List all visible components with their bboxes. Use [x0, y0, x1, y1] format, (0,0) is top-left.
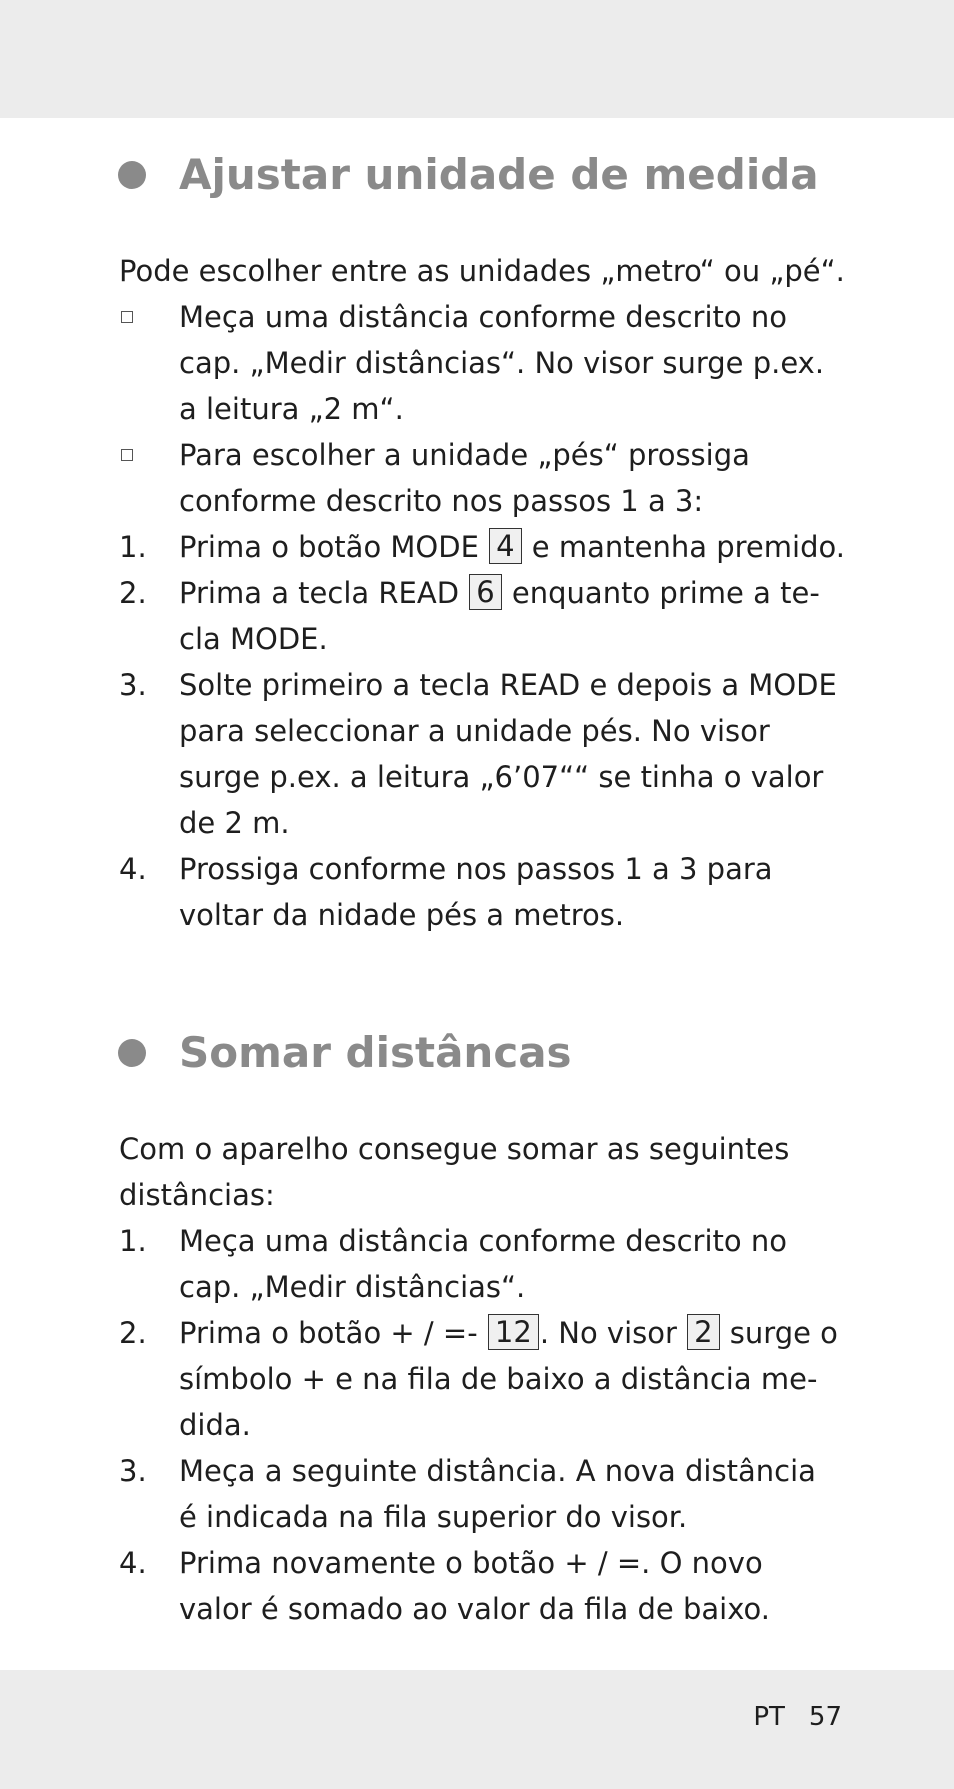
step-line: cap. „Medir distâncias“. — [179, 1270, 526, 1304]
step-item — [0, 1310, 954, 1448]
step-item — [0, 1540, 954, 1632]
page-footer — [753, 1697, 842, 1737]
unit-bullet-list — [0, 294, 954, 938]
step-number: 3. — [119, 1454, 147, 1488]
step-line: Meça a seguinte distância. A nova distância — [179, 1454, 816, 1488]
step-item — [0, 1448, 954, 1540]
step-number: 4. — [119, 1546, 147, 1580]
step-item — [0, 846, 954, 938]
list-item — [0, 432, 954, 524]
heading-bullet-icon — [118, 161, 146, 189]
add-intro — [119, 1126, 849, 1218]
step-line: dida. — [179, 1408, 251, 1442]
language-code: PT — [753, 1702, 785, 1732]
section-heading-add-distances — [118, 1026, 918, 1080]
step-item — [0, 662, 954, 846]
step-line: valor é somado ao valor da fila de baixo. — [179, 1592, 770, 1626]
step-line: voltar da nidade pés a metros. — [179, 898, 625, 932]
heading-text: Somar distâncas — [179, 1028, 572, 1077]
unit-intro: Pode escolher entre as unidades „metro“ ou „pé“. — [119, 254, 845, 288]
step-number: 2. — [119, 576, 147, 610]
intro-line: distâncias: — [119, 1178, 275, 1212]
heading-text: Ajustar unidade de medida — [179, 150, 819, 199]
step-line: Prima o botão + / =- 12 . No visor 2 surge o — [179, 1315, 838, 1350]
step-line: é indicada na fila superior do visor. — [179, 1500, 688, 1534]
step-line: símbolo + e na fila de baixo a distância me- — [179, 1362, 818, 1396]
add-steps-list — [0, 1218, 954, 1632]
list-item — [0, 294, 954, 432]
checkbox-square-icon — [121, 449, 133, 461]
step-line: Prima a tecla READ 6 enquanto prime a te- — [179, 575, 820, 610]
step-number: 3. — [119, 668, 147, 702]
step-number: 4. — [119, 852, 147, 886]
step-line: Solte primeiro a tecla READ e depois a MODE — [179, 668, 837, 702]
step-item — [0, 570, 954, 662]
step-item — [0, 1218, 954, 1310]
key-reference-badge: 12 — [488, 1314, 539, 1350]
key-reference-badge: 2 — [687, 1314, 719, 1350]
intro-line: Com o aparelho consegue somar as seguintes — [119, 1132, 790, 1166]
step-line: de 2 m. — [179, 806, 290, 840]
step-line: Meça uma distância conforme descrito no — [179, 1224, 787, 1258]
step-number: 1. — [119, 1224, 147, 1258]
checkbox-square-icon — [121, 311, 133, 323]
item-line: conforme descrito nos passos 1 a 3: — [179, 484, 704, 518]
step-line: cla MODE. — [179, 622, 328, 656]
step-item — [0, 524, 954, 570]
page-top-band — [0, 0, 954, 118]
step-number: 2. — [119, 1316, 147, 1350]
item-line: a leitura „2 m“. — [179, 392, 404, 426]
step-line: surge p.ex. a leitura „6’07““ se tinha o valor — [179, 760, 824, 794]
page-number: 57 — [808, 1702, 842, 1732]
step-number: 1. — [119, 530, 147, 564]
step-line: Prima o botão MODE 4 e mantenha premido. — [179, 529, 845, 564]
item-line: cap. „Medir distâncias“. No visor surge p.ex. — [179, 346, 825, 380]
step-line: Prima novamente o botão + / =. O novo — [179, 1546, 763, 1580]
key-reference-badge: 4 — [489, 528, 521, 564]
step-line: para seleccionar a unidade pés. No visor — [179, 714, 770, 748]
section-heading-unit — [118, 148, 918, 202]
step-line: Prossiga conforme nos passos 1 a 3 para — [179, 852, 773, 886]
heading-bullet-icon — [118, 1039, 146, 1067]
item-line: Para escolher a unidade „pés“ prossiga — [179, 438, 750, 472]
key-reference-badge: 6 — [469, 574, 501, 610]
item-line: Meça uma distância conforme descrito no — [179, 300, 787, 334]
